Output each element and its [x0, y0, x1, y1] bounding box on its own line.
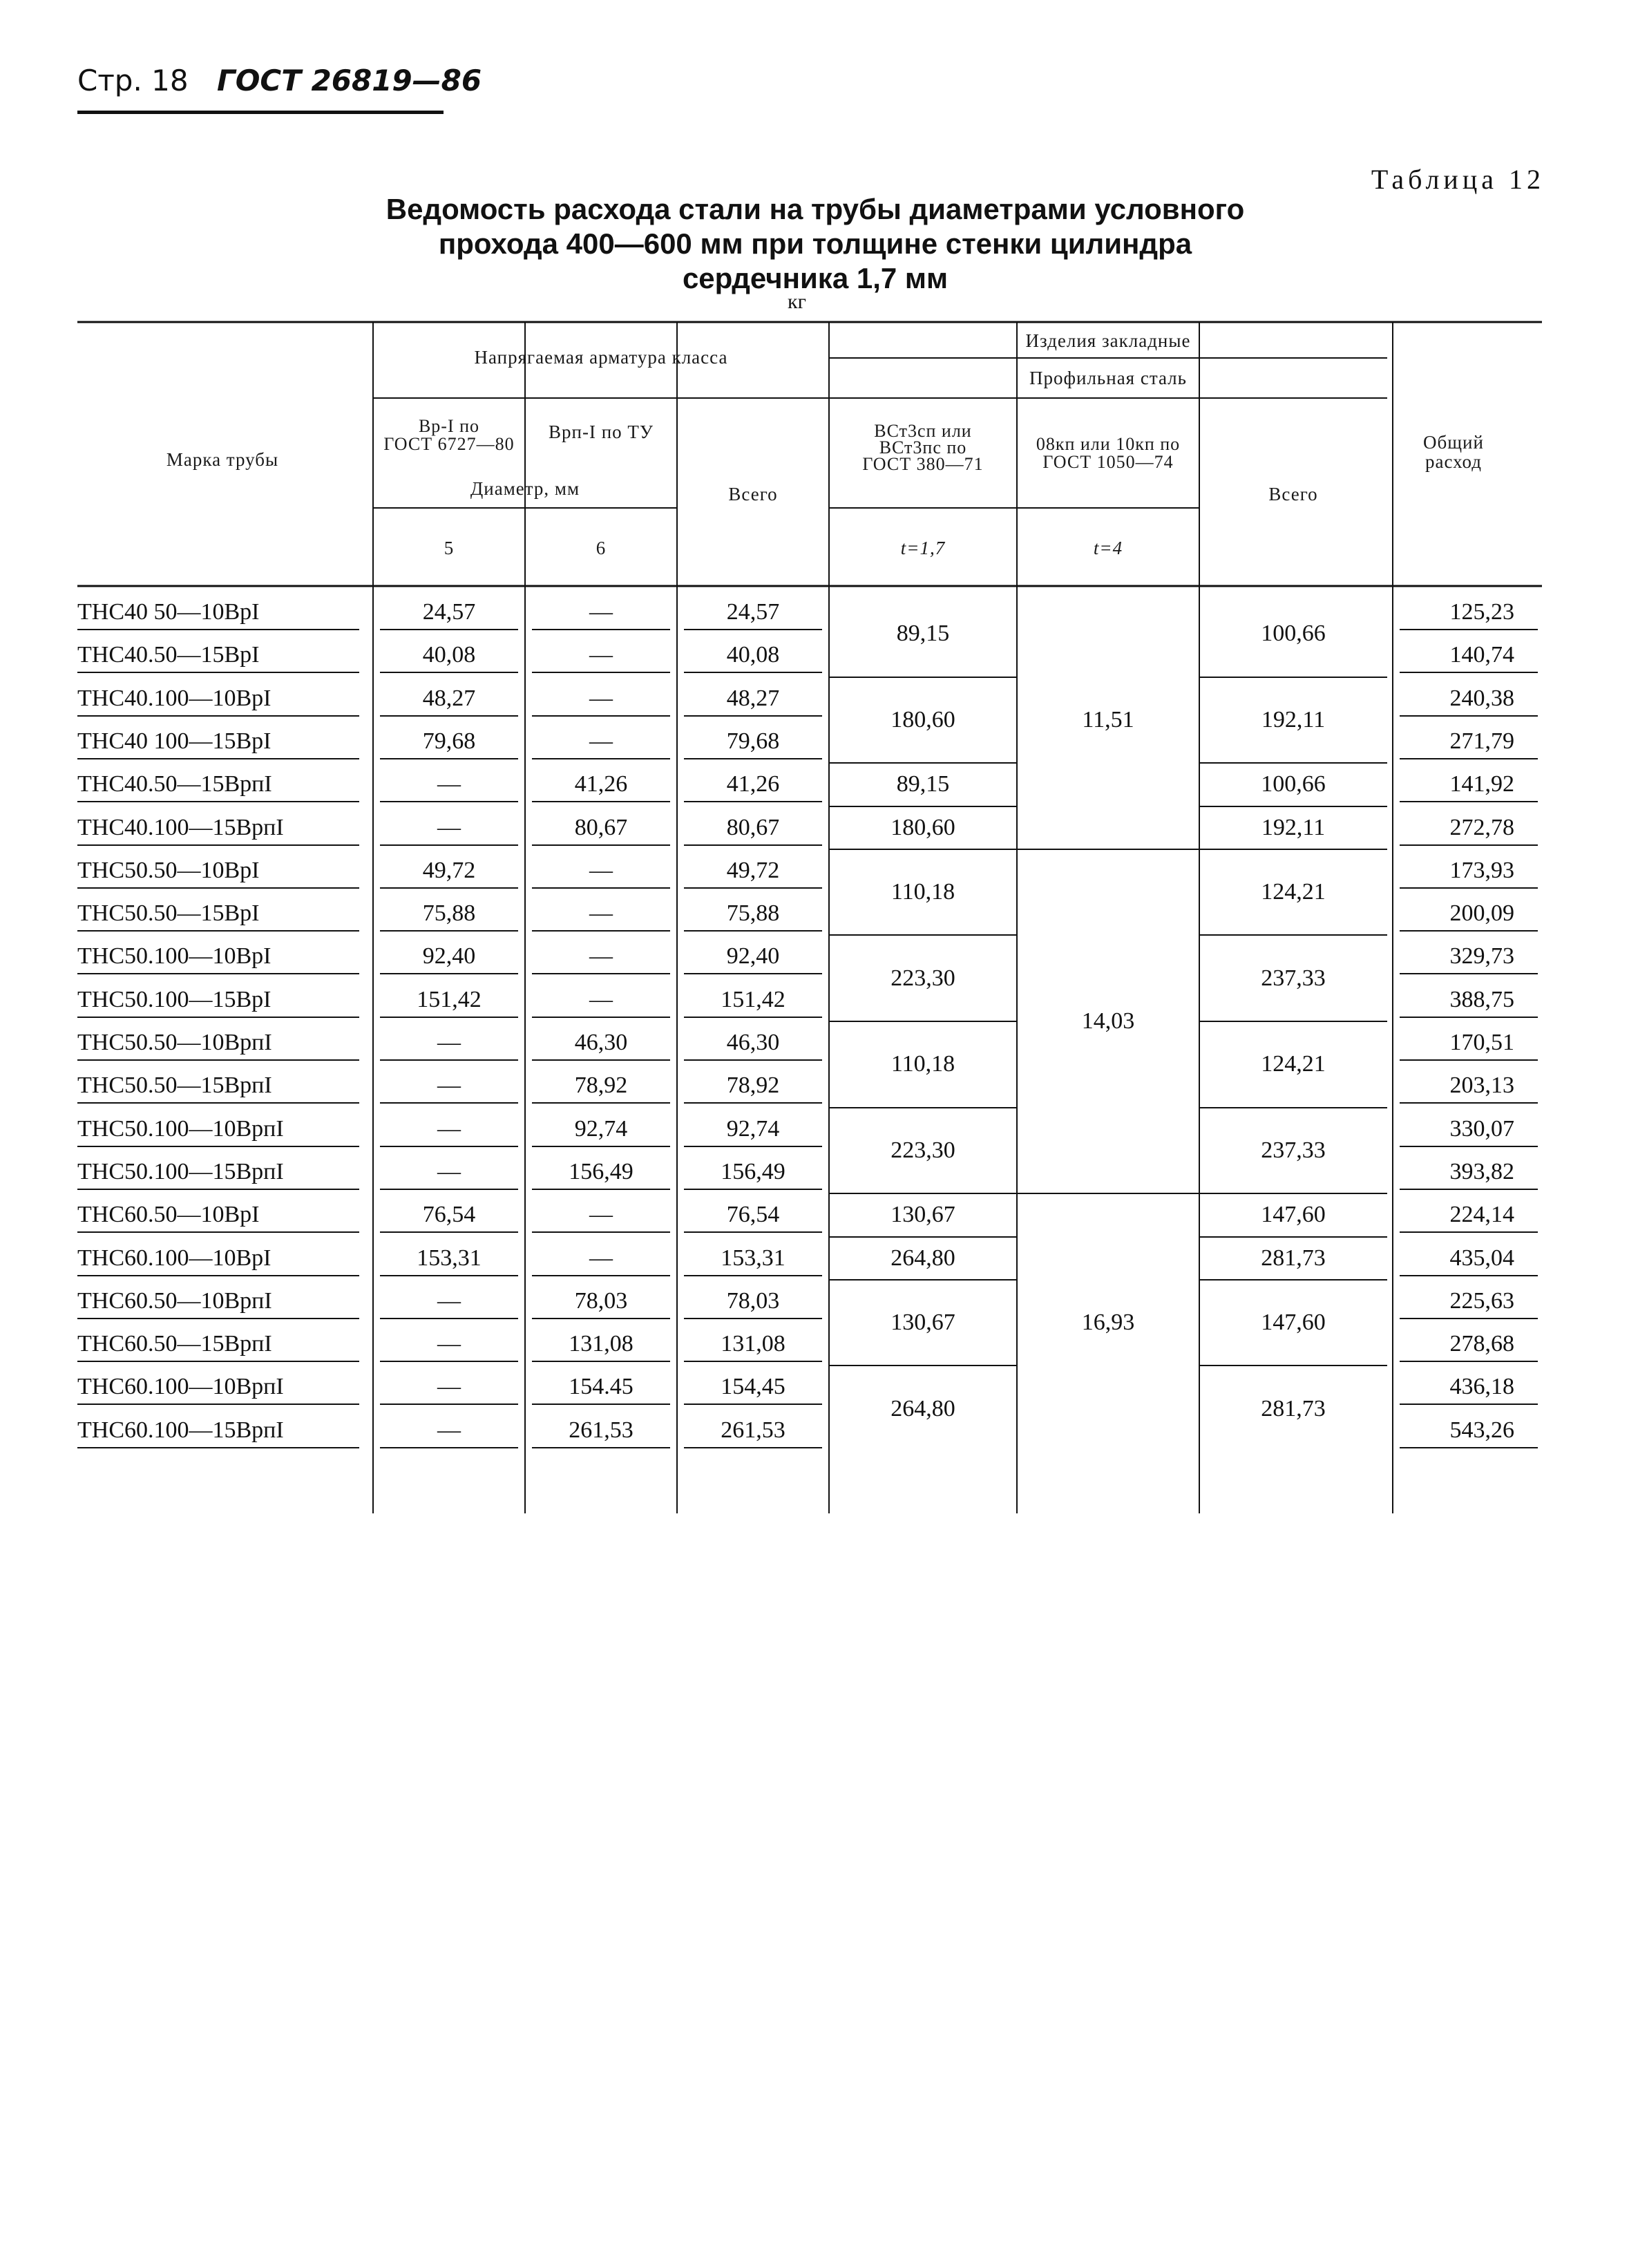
value-overall: 329,73 [1449, 943, 1514, 969]
value-sum-profile: 281,73 [1261, 1245, 1326, 1271]
value-vr1: 92,40 [422, 943, 476, 969]
pipe-mark: ТНС40.50—15ВрпI [77, 771, 272, 797]
value-vr1: — [437, 1417, 461, 1443]
value-vr1: 76,54 [422, 1202, 476, 1227]
col-header-diameter: Диаметр, мм [470, 478, 580, 499]
value-sum-profile: 237,33 [1261, 1137, 1326, 1163]
value-overall: 140,74 [1449, 642, 1514, 668]
value-sum-tensioned: 131,08 [721, 1331, 785, 1357]
pipe-mark: ТНС40 50—10ВрI [77, 599, 260, 625]
value-sum-profile: 100,66 [1261, 621, 1326, 646]
value-vst: 89,15 [896, 621, 950, 646]
pipe-mark: ТНС40 100—15ВрI [77, 728, 272, 754]
col-header-tensioned: Напрягаемая арматура класса [474, 347, 728, 368]
header-line: ГОСТ 1050—74 [1042, 452, 1174, 472]
col-header-t2: t=4 [1093, 538, 1123, 558]
value-sum-profile: 237,33 [1261, 965, 1326, 991]
pipe-mark: ТНС50.100—15ВрI [77, 987, 272, 1012]
header-line: ГОСТ 380—71 [862, 454, 984, 474]
pipe-mark: ТНС60.100—10ВрпI [77, 1374, 284, 1399]
value-overall: 436,18 [1449, 1374, 1514, 1399]
header-line: ВСт3сп или [874, 421, 972, 441]
value-vrp1: 261,53 [569, 1417, 634, 1443]
value-vrp1: — [589, 686, 613, 711]
value-vr1: 151,42 [417, 987, 482, 1012]
value-overall: 125,23 [1449, 599, 1514, 625]
value-vr1: 24,57 [422, 599, 476, 625]
value-sum-profile: 192,11 [1261, 815, 1326, 840]
value-vst: 130,67 [890, 1310, 955, 1335]
pipe-mark: ТНС50.50—15ВрпI [77, 1072, 272, 1098]
pipe-mark: ТНС60.100—15ВрпI [77, 1417, 284, 1443]
value-vr1: 79,68 [422, 728, 476, 754]
title-line: прохода 400—600 мм при толщине стенки цилиндра [438, 227, 1192, 260]
value-sum-tensioned: 78,92 [726, 1072, 780, 1098]
value-vr1: 153,31 [417, 1245, 482, 1271]
value-sum-tensioned: 154,45 [721, 1374, 785, 1399]
value-vr1: — [437, 771, 461, 797]
value-vst: 223,30 [890, 965, 955, 991]
pipe-mark: ТНС50.100—15ВрпI [77, 1159, 284, 1184]
value-overall: 170,51 [1449, 1030, 1514, 1055]
value-overall: 271,79 [1449, 728, 1514, 754]
header-line: Вр-I по [418, 416, 480, 436]
value-kp: 11,51 [1082, 707, 1134, 733]
col-header-overall [1393, 433, 1514, 471]
value-vr1: — [437, 1072, 461, 1098]
value-kp: 16,93 [1081, 1310, 1135, 1335]
value-vr1: — [437, 1159, 461, 1184]
pipe-mark: ТНС60.100—10ВрI [77, 1245, 272, 1271]
value-vst: 223,30 [890, 1137, 955, 1163]
value-overall: 203,13 [1449, 1072, 1514, 1098]
value-overall: 200,09 [1449, 900, 1514, 926]
value-sum-profile: 147,60 [1261, 1310, 1326, 1335]
value-vrp1: — [589, 987, 613, 1012]
value-vrp1: — [589, 599, 613, 625]
value-sum-tensioned: 80,67 [726, 815, 780, 840]
col-header-kp [1017, 435, 1199, 471]
value-sum-tensioned: 41,26 [726, 771, 780, 797]
value-sum-tensioned: 75,88 [726, 900, 780, 926]
value-sum-tensioned: 151,42 [721, 987, 785, 1012]
col-header-d6: 6 [596, 538, 607, 558]
page-number: Стр. 18 [77, 64, 189, 97]
value-vrp1: 46,30 [574, 1030, 628, 1055]
value-vst: 89,15 [896, 771, 950, 797]
value-vr1: 75,88 [422, 900, 476, 926]
value-vrp1: — [589, 728, 613, 754]
value-sum-tensioned: 92,74 [726, 1116, 780, 1142]
value-vrp1: — [589, 1245, 613, 1271]
col-header-vst [829, 423, 1017, 473]
value-vrp1: 41,26 [574, 771, 628, 797]
value-vrp1: — [589, 943, 613, 969]
pipe-mark: ТНС50.50—10ВрI [77, 858, 260, 883]
col-header-total2: Всего [1268, 484, 1318, 504]
value-vrp1: 80,67 [574, 815, 628, 840]
value-sum-tensioned: 40,08 [726, 642, 780, 668]
value-vr1: — [437, 815, 461, 840]
value-overall: 240,38 [1449, 686, 1514, 711]
col-header-vr1-gost [373, 417, 525, 453]
value-vr1: — [437, 1331, 461, 1357]
value-vrp1: 156,49 [569, 1159, 634, 1184]
value-sum-profile: 281,73 [1261, 1396, 1326, 1421]
pipe-mark: ТНС50.100—10ВрпI [77, 1116, 284, 1142]
pipe-mark: ТНС50.100—10ВрI [77, 943, 272, 969]
value-overall: 224,14 [1449, 1202, 1514, 1227]
value-overall: 435,04 [1449, 1245, 1514, 1271]
standard-id: ГОСТ 26819—86 [216, 64, 482, 97]
title-line: Ведомость расхода стали на трубы диаметрами условного [385, 193, 1245, 225]
value-vrp1: 131,08 [569, 1331, 634, 1357]
col-header-vrp1-tu: Врп-I по ТУ [549, 422, 654, 442]
value-vst: 264,80 [890, 1245, 955, 1271]
col-header-total1: Всего [728, 484, 778, 504]
value-vst: 180,60 [890, 815, 955, 840]
value-overall: 388,75 [1449, 987, 1514, 1012]
col-header-d5: 5 [444, 538, 455, 558]
value-vr1: 49,72 [422, 858, 476, 883]
value-overall: 173,93 [1449, 858, 1514, 883]
value-sum-profile: 124,21 [1261, 1051, 1326, 1077]
value-overall: 278,68 [1449, 1331, 1514, 1357]
value-vrp1: 154.45 [569, 1374, 634, 1399]
value-sum-tensioned: 79,68 [726, 728, 780, 754]
table-number: Таблица 12 [1371, 164, 1545, 195]
value-overall: 330,07 [1449, 1116, 1514, 1142]
pipe-mark: ТНС40.100—10ВрI [77, 686, 272, 711]
pipe-mark: ТНС40.50—15ВрI [77, 642, 260, 668]
value-vrp1: 92,74 [574, 1116, 628, 1142]
value-vrp1: — [589, 642, 613, 668]
value-vrp1: 78,92 [574, 1072, 628, 1098]
value-vr1: — [437, 1288, 461, 1314]
value-vr1: — [437, 1116, 461, 1142]
value-vst: 110,18 [890, 879, 955, 905]
value-vrp1: 78,03 [574, 1288, 628, 1314]
pipe-mark: ТНС60.50—15ВрпI [77, 1331, 272, 1357]
value-vr1: — [437, 1030, 461, 1055]
value-vr1: 40,08 [422, 642, 476, 668]
value-sum-profile: 124,21 [1261, 879, 1326, 905]
pipe-mark: ТНС50.50—10ВрпI [77, 1030, 272, 1055]
value-sum-profile: 192,11 [1261, 707, 1326, 733]
value-overall: 393,82 [1449, 1159, 1514, 1184]
value-vrp1: — [589, 858, 613, 883]
pipe-mark: ТНС50.50—15ВрI [77, 900, 260, 926]
value-vrp1: — [589, 900, 613, 926]
header-line: расход [1425, 451, 1483, 472]
value-sum-tensioned: 24,57 [726, 599, 780, 625]
pipe-mark: ТНС60.50—10ВрпI [77, 1288, 272, 1314]
value-overall: 141,92 [1449, 771, 1514, 797]
value-vst: 110,18 [890, 1051, 955, 1077]
value-vrp1: — [589, 1202, 613, 1227]
value-sum-tensioned: 48,27 [726, 686, 780, 711]
value-sum-tensioned: 46,30 [726, 1030, 780, 1055]
value-sum-tensioned: 49,72 [726, 858, 780, 883]
value-vst: 264,80 [890, 1396, 955, 1421]
value-vst: 130,67 [890, 1202, 955, 1227]
value-sum-tensioned: 261,53 [721, 1417, 785, 1443]
col-header-embedded: Изделия закладные [1025, 330, 1191, 351]
value-overall: 272,78 [1449, 815, 1514, 840]
col-header-mark: Марка трубы [166, 449, 279, 470]
value-vr1: 48,27 [422, 686, 476, 711]
value-vst: 180,60 [890, 707, 955, 733]
header-line: 08кп или 10кп по [1036, 434, 1181, 454]
col-header-profile: Профильная сталь [1029, 368, 1187, 388]
value-sum-tensioned: 76,54 [726, 1202, 780, 1227]
pipe-mark: ТНС40.100—15ВрпI [77, 815, 284, 840]
value-sum-tensioned: 156,49 [721, 1159, 785, 1184]
pipe-mark: ТНС60.50—10ВрI [77, 1202, 260, 1227]
value-overall: 225,63 [1449, 1288, 1514, 1314]
value-sum-profile: 147,60 [1261, 1202, 1326, 1227]
value-sum-profile: 100,66 [1261, 771, 1326, 797]
unit-label: кг [788, 290, 806, 313]
value-sum-tensioned: 153,31 [721, 1245, 785, 1271]
value-sum-tensioned: 78,03 [726, 1288, 780, 1314]
header-line: Общий [1423, 432, 1484, 453]
value-sum-tensioned: 92,40 [726, 943, 780, 969]
value-kp: 14,03 [1081, 1008, 1135, 1034]
col-header-t1: t=1,7 [900, 538, 946, 558]
header-line: ГОСТ 6727—80 [383, 434, 515, 454]
value-overall: 543,26 [1449, 1417, 1514, 1443]
header-line: ВСт3пс по [879, 437, 967, 457]
value-vr1: — [437, 1374, 461, 1399]
title-line: сердечника 1,7 мм [682, 262, 949, 294]
